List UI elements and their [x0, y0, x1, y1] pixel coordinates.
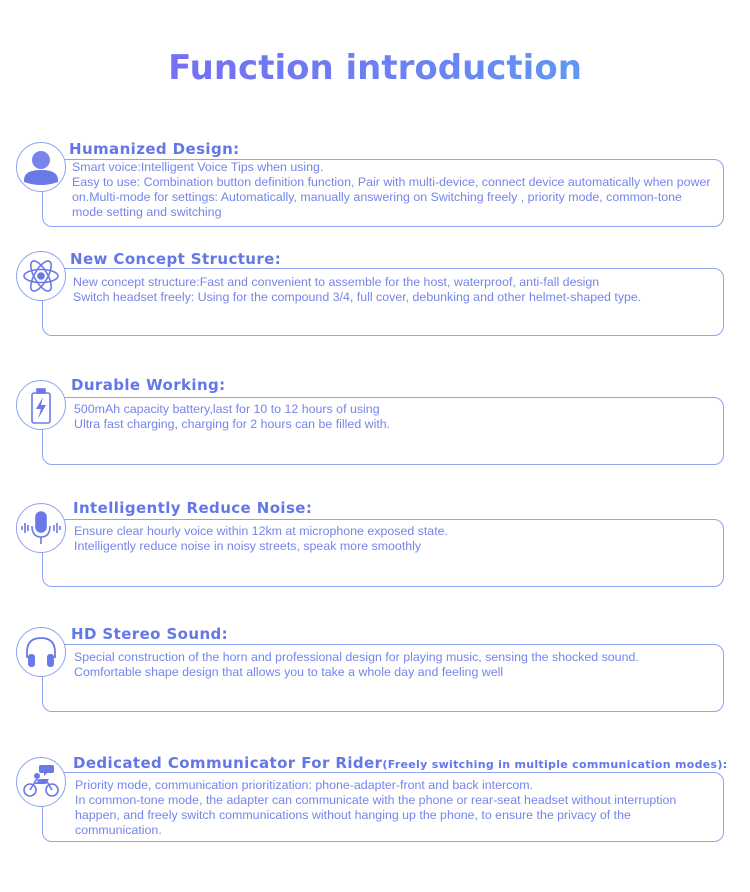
section-line: Easy to use: Combination button definition function, Pair with multi-device, connect device automatically when power on.Multi-mode for settings: Automatically, manually answering on Switching freely , priority mode, common-tone mode setting and switching: [72, 175, 714, 219]
section-text: [73, 275, 717, 305]
section-line: New concept structure:Fast and convenient to assemble for the host, waterproof, anti-fall design: [73, 275, 600, 289]
section-text: [74, 524, 718, 554]
section-subtitle: (Freely switching in multiple communication modes):: [382, 758, 728, 771]
section-line: Priority mode, communication prioritization: phone-adapter-front and back intercom.: [75, 778, 533, 792]
user-icon: [16, 142, 66, 192]
section-title: [69, 140, 240, 158]
section-title: [73, 499, 312, 517]
section-title: [70, 250, 281, 268]
section-title: [73, 754, 727, 774]
section-line: 500mAh capacity battery,last for 10 to 12 hours of using: [74, 402, 380, 416]
motorcycle-icon: [16, 757, 66, 807]
section-title-text: HD Stereo Sound:: [71, 625, 229, 643]
section-line: Comfortable shape design that allows you to take a whole day and feeling well: [74, 665, 504, 679]
section-title-text: Dedicated Communicator For Rider: [73, 754, 383, 772]
atom-icon: [16, 251, 66, 301]
section-title-text: New Concept Structure:: [70, 250, 282, 268]
section-text: [72, 160, 716, 220]
section-line: Intelligently reduce noise in noisy streets, speak more smoothly: [74, 539, 422, 553]
section-line: Special construction of the horn and professional design for playing music, sensing the shocked sound.: [74, 650, 639, 664]
section-title-text: Humanized Design:: [69, 140, 240, 158]
page-title: Function introduction: [0, 48, 750, 88]
headphones-icon: [16, 627, 66, 677]
section-title-text: Intelligently Reduce Noise:: [73, 499, 313, 517]
section-line: Ensure clear hourly voice within 12km at microphone exposed state.: [74, 524, 448, 538]
section-line: Ultra fast charging, charging for 2 hours can be filled with.: [74, 417, 391, 431]
section-title-text: Durable Working:: [71, 376, 226, 394]
battery-icon: [16, 380, 66, 430]
section-text: [74, 402, 718, 432]
section-text: [75, 778, 715, 838]
section-title: [71, 376, 226, 394]
section-line: In common-tone mode, the adapter can communicate with the phone or rear-seat headset without interruption happen, and freely switch communications without hanging up the phone, to ensure the privacy of the communication.: [75, 793, 680, 837]
section-title: [71, 625, 228, 643]
section-line: Smart voice:Intelligent Voice Tips when using.: [72, 160, 324, 174]
section-text: [74, 650, 718, 680]
microphone-icon: [16, 503, 66, 553]
section-line: Switch headset freely: Using for the compound 3/4, full cover, debunking and other helmet-shaped type.: [73, 290, 642, 304]
